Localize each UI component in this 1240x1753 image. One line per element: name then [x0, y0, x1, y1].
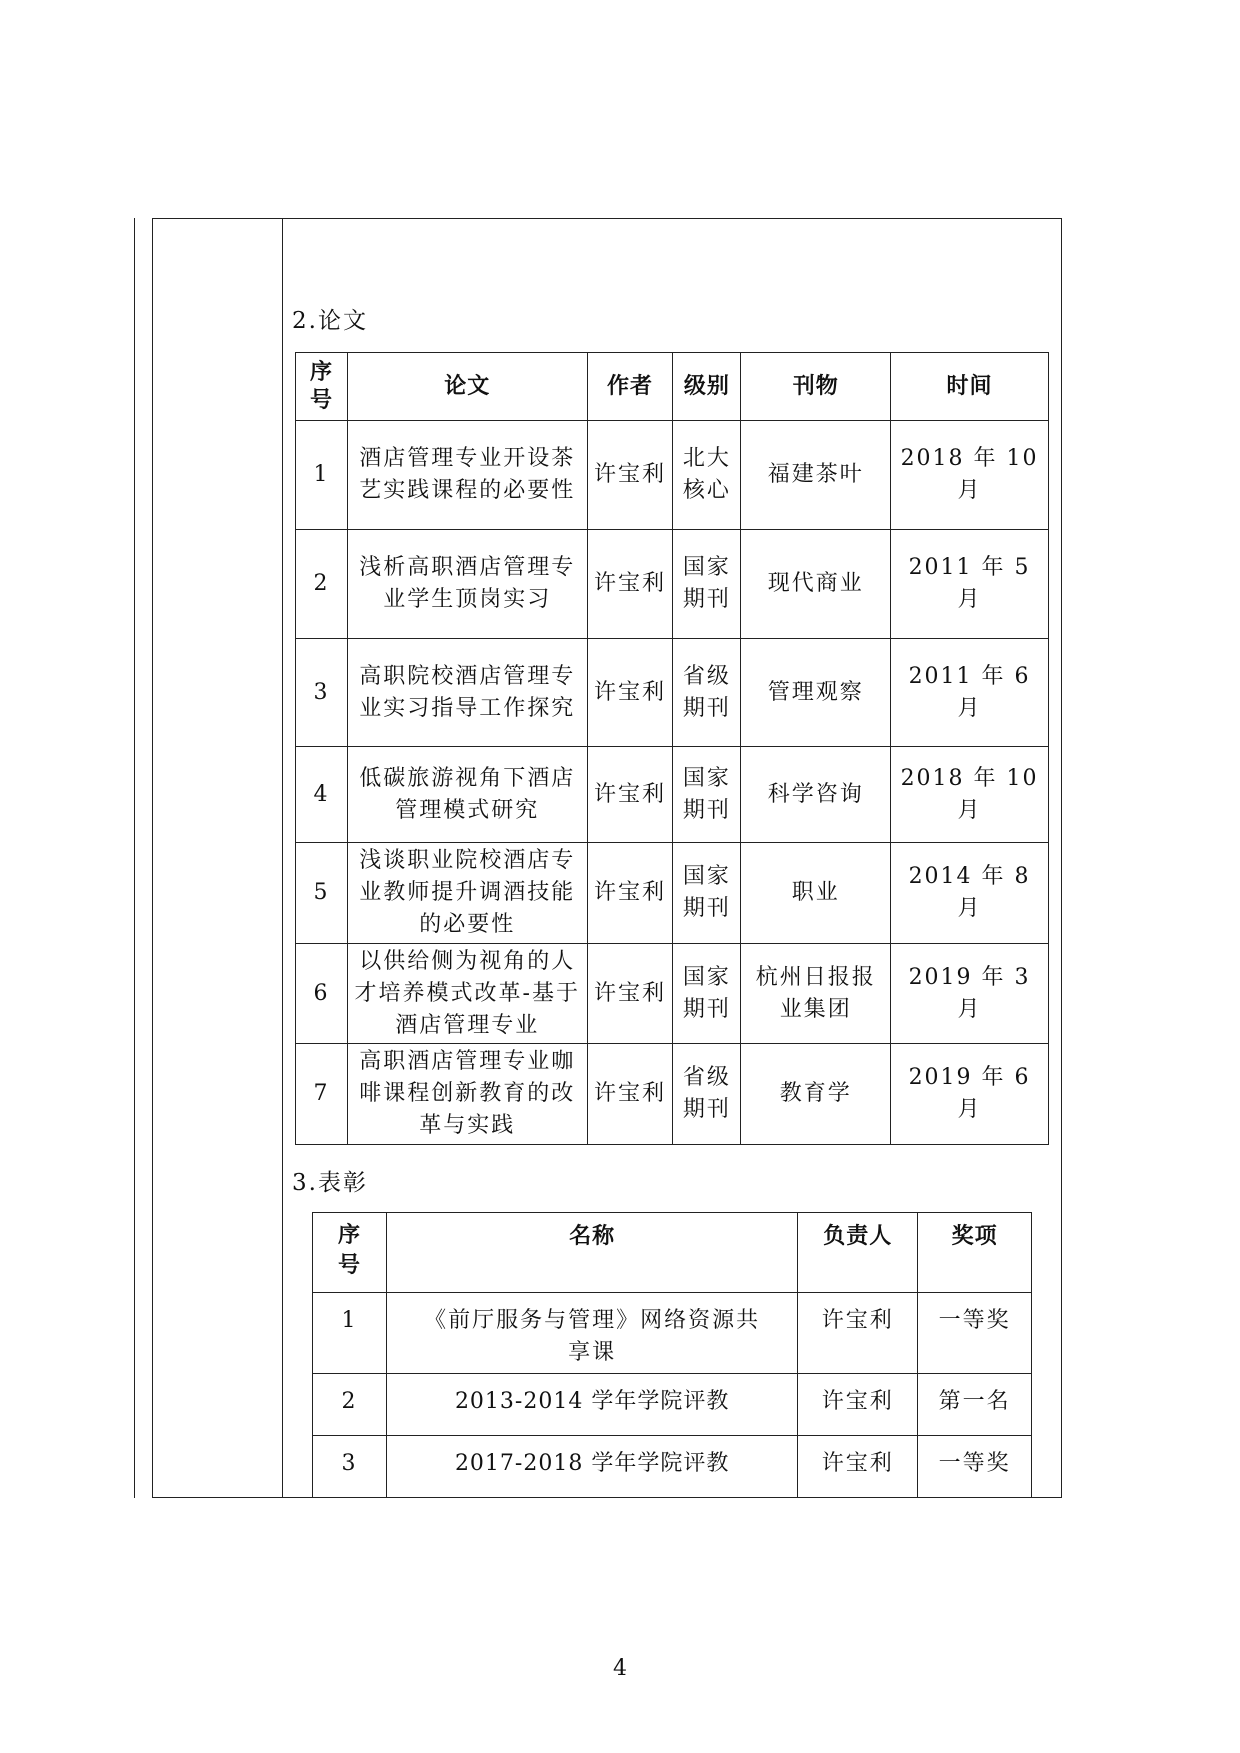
award-level: 一等奖 — [918, 1293, 1032, 1374]
header-no: 序号 — [296, 353, 348, 421]
paper-author: 许宝利 — [587, 1044, 673, 1145]
header-name: 名称 — [386, 1213, 797, 1293]
header-owner: 负责人 — [798, 1213, 918, 1293]
table-row — [296, 1044, 1049, 1145]
awards-section-title: 3.表彰 — [292, 1170, 368, 1196]
award-level: 第一名 — [918, 1374, 1032, 1436]
paper-date: 2019 年 6 月 — [891, 1044, 1049, 1145]
table-row — [296, 530, 1049, 639]
paper-title: 低碳旅游视角下酒店管理模式研究 — [347, 747, 587, 843]
award-no: 1 — [313, 1293, 387, 1374]
page-number: 4 — [613, 1656, 627, 1681]
header-author: 作者 — [587, 353, 673, 421]
papers-table — [295, 352, 1049, 1145]
paper-title: 高职院校酒店管理专业实习指导工作探究 — [347, 639, 587, 747]
paper-date: 2019 年 3 月 — [891, 944, 1049, 1044]
paper-journal: 福建茶叶 — [741, 421, 891, 530]
paper-no: 6 — [296, 944, 348, 1044]
award-no: 3 — [313, 1436, 387, 1498]
form-column-divider — [282, 218, 283, 1498]
papers-table-header — [296, 353, 1049, 421]
paper-level: 国家期刊 — [673, 747, 741, 843]
paper-journal: 教育学 — [741, 1044, 891, 1145]
paper-no: 7 — [296, 1044, 348, 1145]
header-level: 级别 — [673, 353, 741, 421]
paper-date: 2011 年 6 月 — [891, 639, 1049, 747]
paper-journal: 职业 — [741, 843, 891, 944]
paper-no: 5 — [296, 843, 348, 944]
award-name: 《前厅服务与管理》网络资源共享课 — [386, 1293, 797, 1374]
table-row — [296, 843, 1049, 944]
paper-level: 国家期刊 — [673, 843, 741, 944]
award-owner: 许宝利 — [798, 1436, 918, 1498]
paper-date: 2014 年 8 月 — [891, 843, 1049, 944]
paper-author: 许宝利 — [587, 639, 673, 747]
header-no: 序号 — [313, 1213, 387, 1293]
award-no: 2 — [313, 1374, 387, 1436]
award-name: 2013-2014 学年学院评教 — [386, 1374, 797, 1436]
papers-section-title: 2.论文 — [292, 308, 368, 334]
paper-author: 许宝利 — [587, 530, 673, 639]
paper-author: 许宝利 — [587, 747, 673, 843]
awards-table-header — [313, 1213, 1032, 1293]
table-row — [296, 639, 1049, 747]
award-name: 2017-2018 学年学院评教 — [386, 1436, 797, 1498]
paper-no: 1 — [296, 421, 348, 530]
paper-date: 2018 年 10 月 — [891, 421, 1049, 530]
paper-level: 省级期刊 — [673, 1044, 741, 1145]
paper-title: 浅谈职业院校酒店专业教师提升调酒技能的必要性 — [347, 843, 587, 944]
paper-title: 以供给侧为视角的人才培养模式改革-基于酒店管理专业 — [347, 944, 587, 1044]
paper-author: 许宝利 — [587, 421, 673, 530]
paper-title: 酒店管理专业开设茶艺实践课程的必要性 — [347, 421, 587, 530]
paper-level: 北大核心 — [673, 421, 741, 530]
paper-no: 2 — [296, 530, 348, 639]
paper-date: 2018 年 10 月 — [891, 747, 1049, 843]
paper-author: 许宝利 — [587, 944, 673, 1044]
left-margin-rule — [134, 218, 135, 1498]
header-date: 时间 — [891, 353, 1049, 421]
paper-level: 国家期刊 — [673, 944, 741, 1044]
paper-author: 许宝利 — [587, 843, 673, 944]
paper-title: 浅析高职酒店管理专业学生顶岗实习 — [347, 530, 587, 639]
paper-no: 4 — [296, 747, 348, 843]
header-journal: 刊物 — [741, 353, 891, 421]
table-row — [313, 1436, 1032, 1498]
table-row — [296, 421, 1049, 530]
award-owner: 许宝利 — [798, 1293, 918, 1374]
table-row — [313, 1293, 1032, 1374]
paper-title: 高职酒店管理专业咖啡课程创新教育的改革与实践 — [347, 1044, 587, 1145]
paper-level: 省级期刊 — [673, 639, 741, 747]
paper-journal: 杭州日报报业集团 — [741, 944, 891, 1044]
paper-journal: 科学咨询 — [741, 747, 891, 843]
table-row — [313, 1374, 1032, 1436]
header-title: 论文 — [347, 353, 587, 421]
paper-level: 国家期刊 — [673, 530, 741, 639]
award-level: 一等奖 — [918, 1436, 1032, 1498]
awards-table — [312, 1212, 1032, 1498]
paper-no: 3 — [296, 639, 348, 747]
table-row — [296, 944, 1049, 1044]
award-owner: 许宝利 — [798, 1374, 918, 1436]
table-row — [296, 747, 1049, 843]
paper-journal: 现代商业 — [741, 530, 891, 639]
paper-journal: 管理观察 — [741, 639, 891, 747]
header-award: 奖项 — [918, 1213, 1032, 1293]
paper-date: 2011 年 5 月 — [891, 530, 1049, 639]
